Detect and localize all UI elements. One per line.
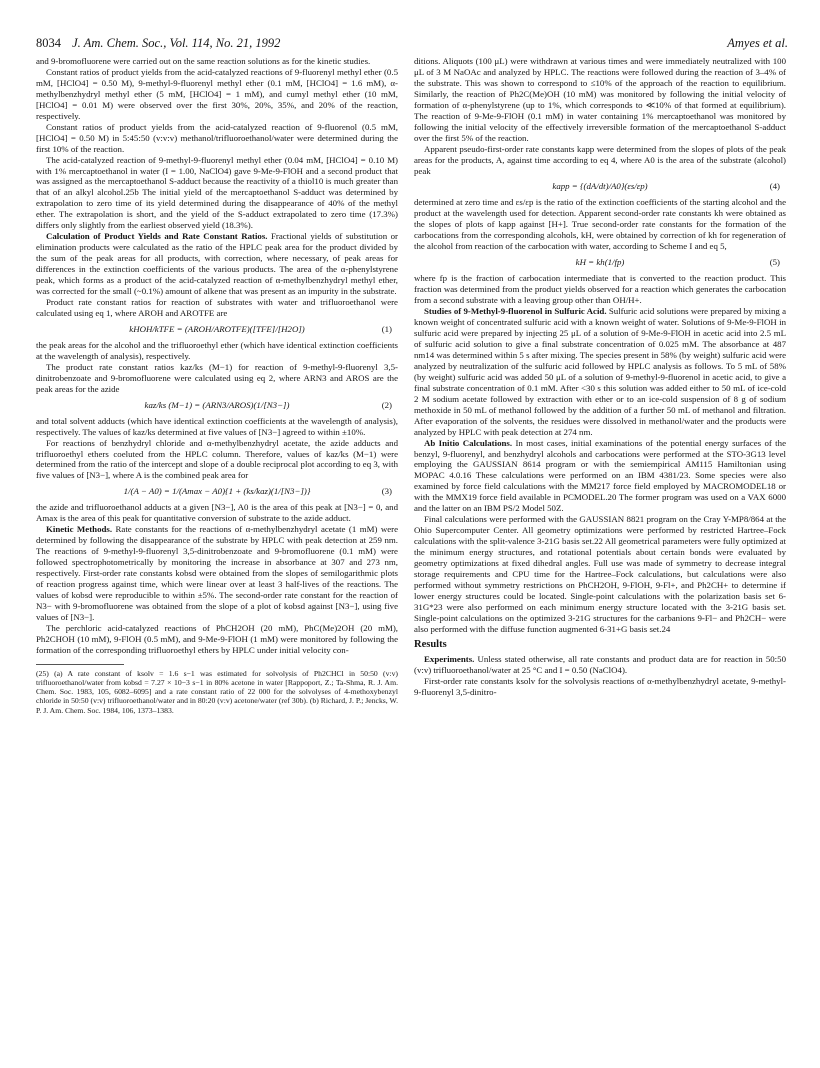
equation-number: (2) <box>381 399 392 410</box>
paragraph: determined at zero time and εs/εp is the ratio of the extinction coefficients of the starting alcohol and the product at the wavelength used for detection. Apparent second-order rate constants kh were obtained as the slopes of plots of kapp against [H+]. True second-order rate constants for the formation of the carbocations from the corresponding alcohols, kH, were obtained by correction of kh for regeneration of the alcohol from reaction of the carbocation with water, according to Scheme I and eq 5, <box>414 197 786 252</box>
paragraph <box>414 654 786 676</box>
paragraph <box>414 306 786 437</box>
equation-text: kapp = {(dA/dt)/A0}(εs/εp) <box>552 181 648 192</box>
equation-5 <box>414 252 786 273</box>
paragraph: the peak areas for the alcohol and the trifluoroethyl ether (which have identical extinction coefficients at the wavelength of analysis), respectively. <box>36 339 398 361</box>
paragraph-text: Rate constants for the reactions of α-methylbenzhydryl acetate (1 mM) were determined by following the disappearance of the substrate by HPLC with peak detection at 259 nm. The reactions of 9-methyl-9-fluorenyl 3,5-dinitrobenzoate and 9-bromofluorene (0.1 mM) were followed spectrophotometrically by monitoring the increase in absorbance at 307 and 273 nm, respectively. First-order rate constants kobsd were obtained from the slopes of semilogarithmic plots of reaction progress against time, which were linear over at least 3 half-lives of the reactions. The values of kobsd were reproducible to within ±5%. The second-order rate constant for the reaction of N3− with 9-bromofluorene was obtained from the slope of a plot of kobsd against [N3−], using five values of [N3−]. <box>36 524 399 622</box>
equation-number: (3) <box>381 486 392 497</box>
paragraph: where fp is the fraction of carbocation intermediate that is converted to the reaction product. This fraction was determined from the product yields observed for a reaction which generates the carbocation from a second substrate with a leaving group other than OH/H+. <box>414 273 786 306</box>
equation-2 <box>36 395 398 416</box>
paragraph: Apparent pseudo-first-order rate constants kapp were determined from the slopes of plots of the peak areas for the products, A, against time according to eq 4, where A0 is the area of the substrate (alcohol) peak <box>414 143 786 176</box>
run-in-heading: Ab Initio Calculations. <box>424 437 513 448</box>
left-column <box>36 56 398 715</box>
paragraph <box>36 231 398 297</box>
run-in-heading: Experiments. <box>424 653 475 664</box>
equation-text: kHOH/kTFE = (AROH/AROTFE)([TFE]/[H2O]) <box>129 323 305 334</box>
authors: Amyes et al. <box>727 36 788 50</box>
footnote-divider <box>36 664 124 665</box>
paragraph: The acid-catalyzed reaction of 9-methyl-9-fluorenyl methyl ether (0.04 mM, [HClO4] = 0.10 M) with 1% mercaptoethanol in water (I = 1.00, NaClO4) gave 9-Me-9-FlOH and a second product that was assigned as the mercaptoethanol S-adduct because the reactivity of a thiol10 is much greater than that of an alkyl alcohol.25b The initial yield of the mercaptoethanol S-adduct was determined by extrapolation to zero time of its yield determined during the disappearance of 40% of the methyl ether. The extrapolation is short, and the yield of the S-adduct extrapolated to zero time (17.3%) differs only slightly from the earliest observed yield (18.3%). <box>36 154 398 231</box>
right-column <box>414 56 786 697</box>
run-in-heading: Calculation of Product Yields and Rate Constant Ratios. <box>46 231 268 242</box>
paragraph: the azide and trifluoroethanol adducts at a given [N3−], A0 is the area of this peak at [N3−] = 0, and Amax is the area of this peak for quantitative conversion of substrate to the azide adduct. <box>36 502 398 524</box>
equation-text: kH = kh(1/fp) <box>575 257 625 268</box>
paragraph: and total solvent adducts (which have identical extinction coefficients at the wavelength of analysis), respectively. The values of kaz/ks determined at five values of [N3−] agreed to within ±10%. <box>36 415 398 437</box>
paragraph: The perchloric acid-catalyzed reactions of PhCH2OH (20 mM), PhC(Me)2OH (20 mM), Ph2CHOH (10 mM), 9-FlOH (0.5 mM), and 9-Me-9-FlOH (1 mM) were monitored by following the formation of the corresponding trifluoroethyl ethers by HPLC under initial velocity con- <box>36 622 398 655</box>
paragraph: Constant ratios of product yields from the acid-catalyzed reaction of 9-fluorenol (0.5 mM, [HClO4] = 0.50 M) in 5:45:50 (v:v:v) methanol/trifluoroethanol/water were determined during the first 10% of the reaction. <box>36 121 398 154</box>
paragraph: Product rate constant ratios for reaction of substrates with water and trifluoroethanol were calculated using eq 1, where AROH and AROTFE are <box>36 296 398 318</box>
paragraph <box>36 524 398 623</box>
run-in-heading: Studies of 9-Methyl-9-fluorenol in Sulfuric Acid. <box>424 306 607 317</box>
run-in-heading: Kinetic Methods. <box>46 524 113 535</box>
paragraph: Constant ratios of product yields from the acid-catalyzed reactions of 9-fluorenyl methyl ether (0.5 mM, [HClO4] = 0.50 M), 9-methyl-9-fluorenyl methyl ether (0.1 mM, [HClO4] = 1.6 mM), α-methylbenzhydryl methyl ether (5 mM, [HClO4] = 1 mM), and cumyl methyl ether (10 mM, [HClO4] = 0.01 M) were observed over the first 30%, 20%, 35%, and 20% of the reaction, respectively. <box>36 66 398 121</box>
paragraph <box>414 438 786 515</box>
paragraph-text: Sulfuric acid solutions were prepared by mixing a known weight of concentrated sulfuric acid with a known weight of water. Solutions of 9-Me-9-FlOH in sulfuric acid were prepared by injecting 25 μL of a solution of 9-Me-9-FlOH in acetic acid into 2.5 mL of sulfuric acid solution to give a final substrate concentration of 0.025 mM. The absorbance at 487 nm14 was determined within 5 s after mixing. The species present in 58% (by weight) sulfuric acid were analyzed by neutralization of the sulfuric acid followed by HPLC analysis as follows. To 5 mL of 58% (by weight) sulfuric acid was added 50 μL of a solution of 9-methyl-9-fluorenol in acetic acid, to give a final substrate concentration of 0.1 mM. After <30 s this solution was added either to 50 mL of ice-cold 2 M sodium acetate followed by extraction with ether or to an ice-cold suspension of 8 g of sodium methoxide in 50 mL of methanol followed by the addition of a further 50 mL of methanol and filtration. After evaporation of the solvents, the residues were dissolved in methanol/water and the products were analyzed by HPLC with peak detection at 274 nm. <box>414 306 787 437</box>
section-heading: Results <box>414 638 447 650</box>
equation-number: (1) <box>381 323 392 334</box>
footnote: (25) (a) A rate constant of ksolv = 1.6 s−1 was estimated for solvolysis of Ph2CHCl in 50:50 (v:v) trifluoroethanol/water from kobsd = 7.27 × 10−3 s−1 in 80% acetone in water [Rappoport, Z.; Ta-Shma, R. J. Am. Chem. Soc. 1983, 105, 6082–6095] and a rate constant ratio of 22 000 for the solvolyses of 4-methoxybenzyl chloride in 50:50 (v:v) trifluoroethanol/water and in 80:20 (v:v) acetone/water (ref 30b). (b) Richard, J. P.; Jencks, W. P. J. Am. Chem. Soc. 1984, 106, 1373–1383. <box>36 668 398 715</box>
equation-text: 1/(A − A0) = 1/(Amax − A0){1 + (ks/kaz)(1/[N3−])} <box>123 486 311 497</box>
equation-4 <box>414 176 786 197</box>
equation-number: (5) <box>769 257 780 268</box>
equation-3 <box>36 481 398 502</box>
equation-1 <box>36 319 398 340</box>
paragraph: The product rate constant ratios kaz/ks (M−1) for reaction of 9-methyl-9-fluorenyl 3,5-dinitrobenzoate and 9-bromofluorene were calculated using eq 2, where ARN3 and AROS are the peak areas for the azide <box>36 361 398 394</box>
paragraph: ditions. Aliquots (100 μL) were withdrawn at various times and were immediately neutralized with 100 μL of 3 M NaOAc and analyzed by HPLC. The reactions were followed during the reaction of 3–4% of the substrate. This was shown to correspond to ≤10% of the approach of the reaction to equilibrium. Similarly, the reaction of Ph2C(Me)OH (10 mM) was monitored by following the initial velocity of formation of α-phenylstyrene (up to 1%, which corresponds to ≪10% of that formed at equilibrium). The reaction of 9-Me-9-FlOH (0.1 mM) in water containing 1% mercaptoethanol was monitored by following the initial velocity of the effectively irreversible formation of the mercaptoethanol S-adduct over the first 5% of the reaction. <box>414 56 786 143</box>
paragraph: and 9-bromofluorene were carried out on the same reaction solutions as for the kinetic studies. <box>36 56 371 66</box>
paragraph-text: In most cases, initial examinations of the potential energy surfaces of the benzyl, 9-fluorenyl, and benzhydryl alcohols and carbocations were performed at the STO-3G13 level employing the GAUSSIAN 8614 program or with the semiempirical AM115 Hamiltonian using MOPAC 4.0.16 These calculations were performed on an IBM 4381/23. Some species were also examined by force field calculations with the MM217 force field employed by MACROMODEL18 or with the MMX19 force field available in PCMODEL.20 The former program was used on a VAX 6000 and the latter on an IBM PS/2 Model 50Z. <box>414 437 786 514</box>
equation-text: kaz/ks (M−1) = (ARN3/AROS)(1/[N3−]) <box>144 399 290 410</box>
paragraph-text: Unless stated otherwise, all rate constants and product data are for reaction in 50:50 (v:v) trifluoroethanol/water at 25 °C and I = 0.50 (NaClO4). <box>414 653 786 675</box>
running-header <box>36 36 788 56</box>
paragraph: Final calculations were performed with the GAUSSIAN 8821 program on the Cray Y-MP8/864 at the Ohio Supercomputer Center. All geometry optimizations were performed by restricted Hartree–Fock calculations with the split-valence 3-21G basis set.22 All geometrical parameters were fully optimized at the minimum energy structures, and rotational potentials about certain bonds were evaluated by geometry optimizations at fixed dihedral angles. Full use was made of symmetry to decrease integral storage requirements and CPU time for the Hartree–Fock calculations, but calculations were also performed without symmetry restrictions on PhCH2OH, 9-FlOH, 9-Fl+, and Ph2CH+ to determine if lower energy structures could be located. Single-point calculations with the polarization basis set 6-31G*23 were also performed on each minimum energy structure located with the 3-21G basis set. Single-point calculations on the optimized 3-21G structures for the carbanions 9-Fl− and Ph2CH− were also performed with the diffuse function augmented 6-31+G basis set.24 <box>414 514 786 634</box>
journal-citation: J. Am. Chem. Soc., Vol. 114, No. 21, 1992 <box>72 36 281 50</box>
paragraph: First-order rate constants ksolv for the solvolysis reactions of α-methylbenzhydryl acetate, 9-methyl-9-fluorenyl 3,5-dinitro- <box>414 675 786 697</box>
equation-number: (4) <box>769 181 780 192</box>
paragraph: For reactions of benzhydryl chloride and α-methylbenzhydryl acetate, the azide adducts and trifluoroethyl ethers coeluted from the HPLC column. Therefore, values of kaz/ks (M−1) were determined from the ratio of the intercept and slope of a double reciprocal plot according to eq 3, with five values of [N3−], where A is the combined peak area for <box>36 437 398 481</box>
page-number: 8034 <box>36 36 61 50</box>
paragraph-text: Fractional yields of substitution or elimination products were calculated as the ratio of the HPLC peak area for the product divided by the sum of the peak areas for all products, with correction, where necessary, of peak areas for differences in the extinction coefficients of the various products. The area of the α-phenylstyrene peak, which forms as a product of the acid-catalyzed reaction of α-methylbenzhydryl methyl ether, was corrected for the small (~0.1%) amount of alkene that was present as an impurity in the substrate. <box>36 231 398 297</box>
